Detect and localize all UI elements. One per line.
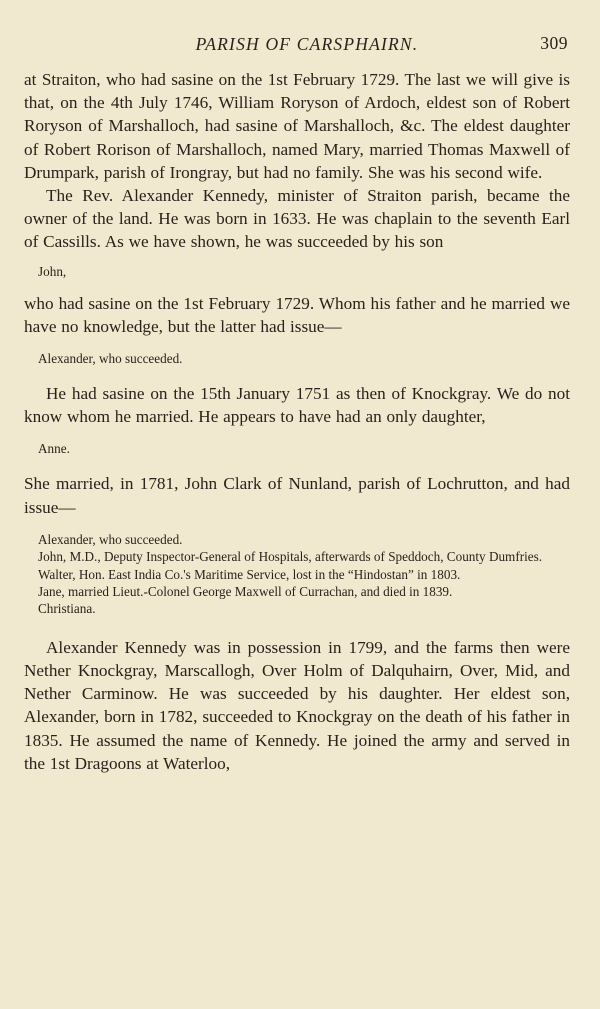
issue-item: Christiana. — [38, 601, 96, 617]
paragraph-3: who had sasine on the 1st February 1729. Whom his father and he married we have no knowledge, but the latter had issue— — [24, 293, 570, 336]
issue-item: Jane, married Lieut.-Colonel George Maxwell of Currachan, and died in 1839. — [38, 584, 453, 600]
paragraph-5: She married, in 1781, John Clark of Nunland, parish of Lochrutton, and had issue— — [24, 474, 570, 517]
paragraph-6: Alexander Kennedy was in possession in 1799, and the farms then were Nether Knockgray, Marscallogh, Over Holm of Dalquhairn, Over, Mid, and Nether Carminow. He was succeeded by his daughter. Her eldest son, Alexander, born in 1782, succeeded to Knockgray on the death of his father in 1835. He assumed the name of Kennedy. He joined the army and served in the 1st Dragoons at Waterloo, — [24, 637, 570, 773]
name-john: John, — [38, 263, 67, 279]
paragraph-2: The Rev. Alexander Kennedy, minister of Straiton parish, became the owner of the land. He was born in 1633. He was chaplain to the seventh Earl of Cassills. As we have shown, he was succeeded by his son — [24, 186, 570, 252]
page-header — [24, 28, 570, 68]
name-anne: Anne. — [38, 441, 70, 457]
paragraph-4: He had sasine on the 15th January 1751 as then of Knockgray. We do not know whom he married. He appears to have had an only daughter, — [24, 384, 570, 427]
issue-item: John, M.D., Deputy Inspector-General of Hospitals, afterwards of Speddoch, County Dumfries. — [38, 549, 543, 565]
running-head: PARISH OF CARSPHAIRN. — [195, 34, 419, 54]
page-number: 309 — [540, 33, 568, 53]
issue-list — [24, 531, 570, 618]
alexander-succeeded: Alexander, who succeeded. — [38, 351, 183, 367]
paragraph-1: at Straiton, who had sasine on the 1st February 1729. The last we will give is that, on the 4th July 1746, William Roryson of Ardoch, eldest son of Robert Roryson of Marshalloch, had sasine of Marshalloch, &c. The eldest daughter of Robert Rorison of Marshalloch, named Mary, married Thomas Maxwell of Drumpark, parish of Irongray, but had no family. She was his second wife. — [24, 70, 570, 182]
issue-item: Walter, Hon. East India Co.'s Maritime Service, lost in the “Hindostan” in 1803. — [38, 566, 461, 582]
issue-item: Alexander, who succeeded. — [38, 531, 183, 547]
